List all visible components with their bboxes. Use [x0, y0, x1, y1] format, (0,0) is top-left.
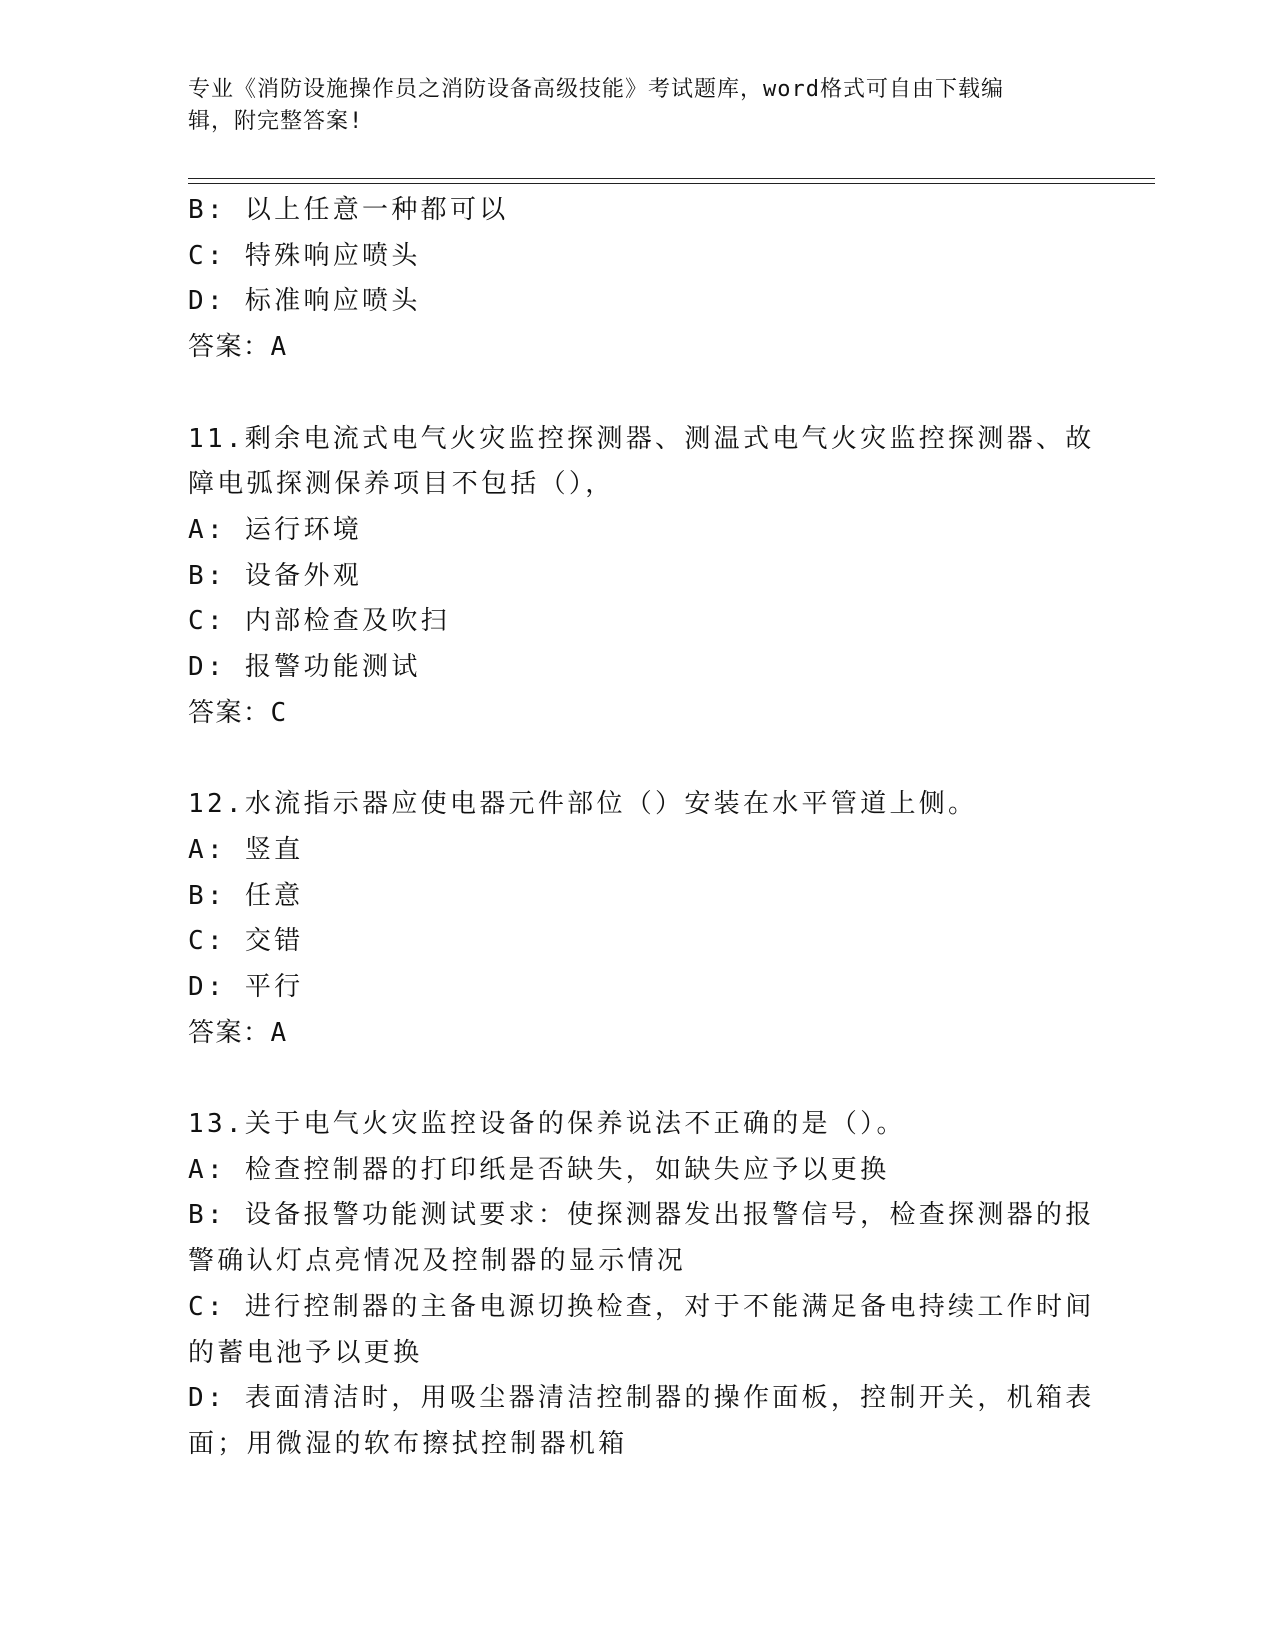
- question-13: [188, 1102, 1095, 1468]
- answer-line: 答案：C: [188, 697, 288, 728]
- option-d: D: 平行: [188, 971, 304, 1002]
- option-d-continuation: 面；用微湿的软布擦拭控制器机箱: [188, 1428, 628, 1459]
- option-a: A: 运行环境: [188, 514, 363, 545]
- option-b-continuation: 警确认灯点亮情况及控制器的显示情况: [188, 1246, 687, 1277]
- previous-question-fragment: [188, 188, 1088, 371]
- header-line-1: 专业《消防设施操作员之消防设备高级技能》考试题库，word格式可自由下载编: [188, 77, 1004, 102]
- option-d: D: 标准响应喷头: [188, 286, 421, 317]
- question-content: [188, 188, 1095, 1468]
- answer-line: 答案：A: [188, 1017, 288, 1048]
- option-d: D: 表面清洁时，用吸尘器清洁控制器的操作面板，控制开关，机箱表: [188, 1383, 1095, 1414]
- option-b: B: 设备外观: [188, 560, 363, 591]
- question-stem-line: 12.水流指示器应使电器元件部位（）安装在水平管道上侧。: [188, 789, 978, 820]
- spacer: [188, 1056, 1088, 1102]
- option-c: C: 特殊响应喷头: [188, 240, 421, 271]
- spacer: [188, 371, 1088, 417]
- question-12: [188, 782, 1088, 1056]
- answer-line: 答案：A: [188, 332, 288, 363]
- option-d: D: 报警功能测试: [188, 652, 421, 683]
- question-stem-line: 障电弧探测保养项目不包括（），: [188, 469, 615, 500]
- option-b: B: 任意: [188, 880, 304, 911]
- header-divider-top: [188, 178, 1155, 179]
- document-header: [188, 74, 1068, 138]
- option-a: A: 检查控制器的打印纸是否缺失，如缺失应予以更换: [188, 1154, 890, 1185]
- option-c-continuation: 的蓄电池予以更换: [188, 1337, 423, 1368]
- question-stem-line: 11.剩余电流式电气火灾监控探测器、测温式电气火灾监控探测器、故: [188, 423, 1095, 454]
- option-c: C: 交错: [188, 926, 304, 957]
- question-stem-line: 13.关于电气火灾监控设备的保养说法不正确的是（）。: [188, 1109, 906, 1140]
- option-b: B: 设备报警功能测试要求：使探测器发出报警信号，检查探测器的报: [188, 1200, 1095, 1231]
- header-divider-bottom: [188, 183, 1155, 184]
- option-c: C: 内部检查及吹扫: [188, 606, 450, 637]
- option-b: B: 以上任意一种都可以: [188, 195, 509, 225]
- option-a: A: 竖直: [188, 834, 304, 865]
- spacer: [188, 736, 1088, 782]
- option-c: C: 进行控制器的主备电源切换检查，对于不能满足备电持续工作时间: [188, 1291, 1095, 1322]
- question-11: [188, 417, 1095, 737]
- header-line-2: 辑，附完整答案!: [188, 109, 364, 134]
